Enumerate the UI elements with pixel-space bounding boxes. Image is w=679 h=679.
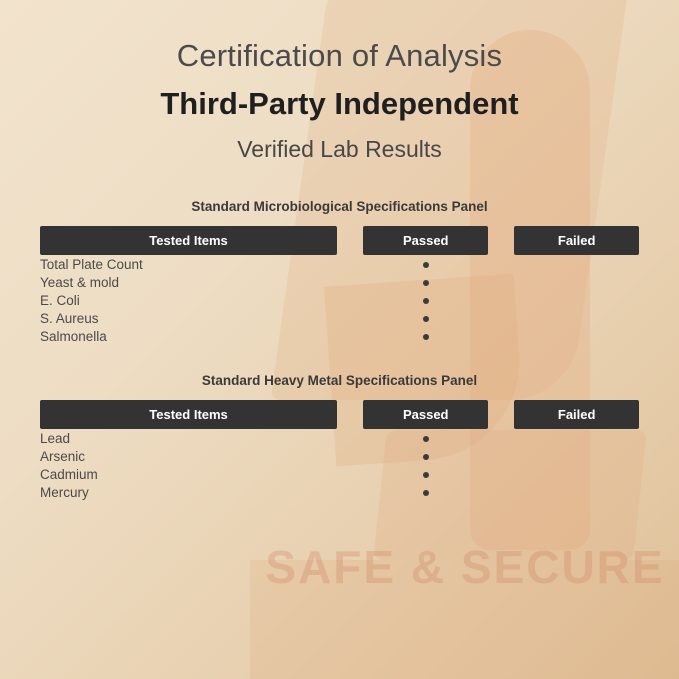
column-header-failed: Failed	[514, 226, 639, 255]
passed-mark	[363, 309, 488, 327]
column-header-tested-items: Tested Items	[40, 400, 337, 429]
dot-icon	[423, 298, 429, 304]
passed-mark	[363, 447, 488, 465]
failed-mark	[514, 483, 639, 501]
failed-mark	[514, 465, 639, 483]
header-spacer	[488, 226, 514, 255]
row-spacer	[337, 291, 363, 309]
header-spacer	[337, 226, 363, 255]
row-spacer	[488, 309, 514, 327]
row-spacer	[488, 483, 514, 501]
tested-item-label: Yeast & mold	[40, 274, 120, 290]
table-header-row	[40, 400, 639, 429]
tested-item-label: Salmonella	[40, 328, 107, 344]
failed-mark	[514, 255, 639, 273]
dot-icon	[423, 334, 429, 340]
row-spacer	[337, 483, 363, 501]
failed-mark	[514, 429, 639, 447]
column-header-passed: Passed	[363, 226, 488, 255]
row-spacer	[488, 255, 514, 273]
dot-icon	[423, 454, 429, 460]
column-header-tested-items: Tested Items	[40, 226, 337, 255]
row-spacer	[488, 447, 514, 465]
header-spacer	[488, 400, 514, 429]
dot-icon	[423, 262, 429, 268]
table-row	[40, 429, 639, 447]
watermark-label: SAFE & SECURE	[265, 541, 665, 593]
panel-title: Standard Heavy Metal Specifications Panel	[201, 373, 478, 388]
row-spacer	[488, 291, 514, 309]
passed-mark	[363, 483, 488, 501]
row-spacer	[337, 255, 363, 273]
table-row	[40, 447, 639, 465]
failed-mark	[514, 291, 639, 309]
table-row	[40, 309, 639, 327]
title-block	[40, 0, 639, 163]
dot-icon	[423, 436, 429, 442]
results-table	[40, 400, 639, 501]
table-row	[40, 465, 639, 483]
row-spacer	[337, 447, 363, 465]
tested-item-label: Mercury	[40, 484, 89, 500]
dot-icon	[423, 472, 429, 478]
row-spacer	[337, 327, 363, 345]
tested-item-label: Total Plate Count	[40, 256, 143, 272]
dot-icon	[423, 280, 429, 286]
row-spacer	[337, 465, 363, 483]
tested-item-label: S. Aureus	[40, 310, 99, 326]
tested-item-label: E. Coli	[40, 292, 80, 308]
table-row	[40, 273, 639, 291]
page-title-tertiary: Verified Lab Results	[237, 136, 442, 162]
table-row	[40, 255, 639, 273]
passed-mark	[363, 291, 488, 309]
tested-item-label: Lead	[40, 430, 71, 446]
tested-item-label: Arsenic	[40, 448, 86, 464]
results-table	[40, 226, 639, 345]
table-header-row	[40, 226, 639, 255]
row-spacer	[488, 429, 514, 447]
table-row	[40, 327, 639, 345]
row-spacer	[337, 429, 363, 447]
failed-mark	[514, 447, 639, 465]
passed-mark	[363, 255, 488, 273]
table-row	[40, 483, 639, 501]
panel-microbiological	[40, 199, 639, 345]
failed-mark	[514, 309, 639, 327]
dot-icon	[423, 316, 429, 322]
row-spacer	[337, 309, 363, 327]
row-spacer	[488, 465, 514, 483]
row-spacer	[337, 273, 363, 291]
passed-mark	[363, 429, 488, 447]
row-spacer	[488, 327, 514, 345]
tested-item-label: Cadmium	[40, 466, 98, 482]
panel-title: Standard Microbiological Specifications Panel	[191, 199, 488, 214]
failed-mark	[514, 273, 639, 291]
column-header-failed: Failed	[514, 400, 639, 429]
header-spacer	[337, 400, 363, 429]
panel-heavy-metal	[40, 373, 639, 501]
watermark-shape-band	[250, 560, 679, 679]
page-title-primary: Certification of Analysis	[176, 38, 503, 73]
passed-mark	[363, 273, 488, 291]
page-title-secondary: Third-Party Independent	[160, 86, 519, 121]
table-row	[40, 291, 639, 309]
row-spacer	[488, 273, 514, 291]
column-header-passed: Passed	[363, 400, 488, 429]
dot-icon	[423, 490, 429, 496]
passed-mark	[363, 327, 488, 345]
passed-mark	[363, 465, 488, 483]
failed-mark	[514, 327, 639, 345]
